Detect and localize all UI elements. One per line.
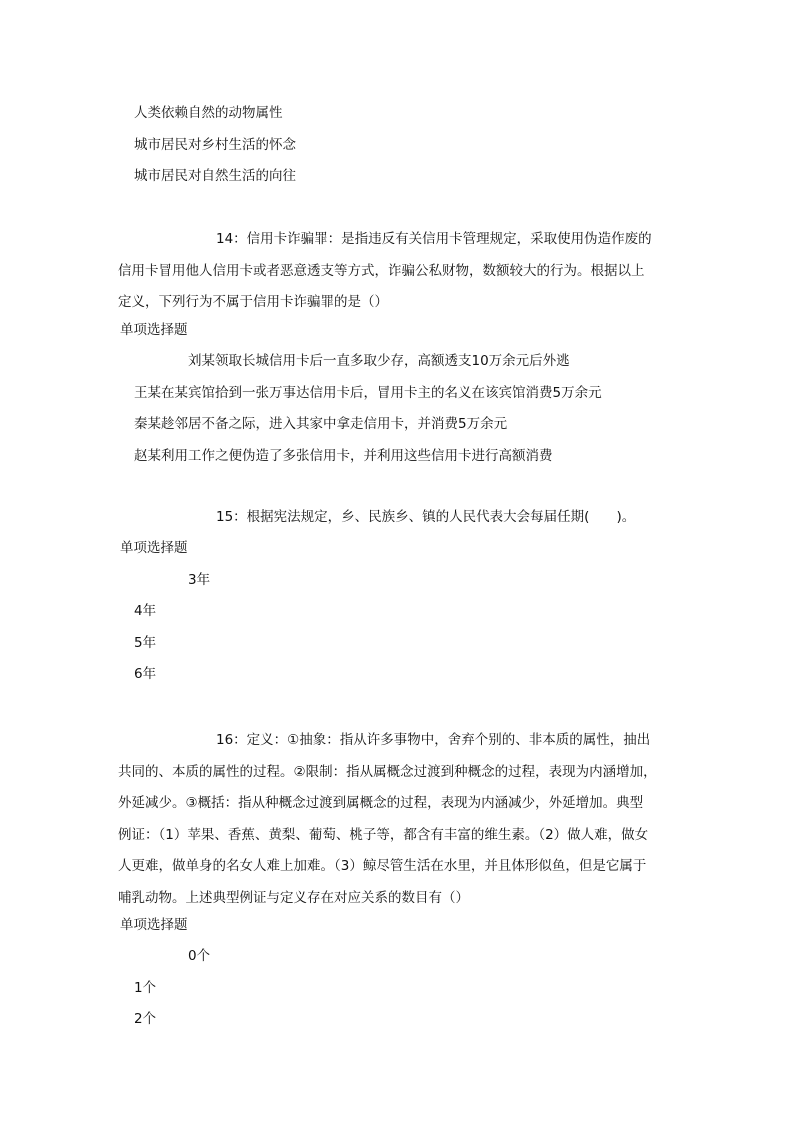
q14-option-a: 刘某领取长城信用卡后一直多取少存，高额透支10万余元后外逃: [188, 353, 570, 369]
q14-option-c: 秦某趁邻居不备之际，进入其家中拿走信用卡，并消费5万余元: [134, 416, 508, 432]
q16-option-a: 0个: [188, 948, 211, 964]
q13-option-3: 城市居民对自然生活的向往: [134, 168, 296, 184]
q16-stem-line-5: 人更难，做单身的名女人难上加难。（3）鲸尽管生活在水里，并且体形似鱼，但是它属于: [118, 858, 647, 874]
q16-option-c: 2个: [134, 1011, 157, 1027]
q16-stem-line-2: 共同的、本质的属性的过程。②限制：指从属概念过渡到种概念的过程，表现为内涵增加，: [118, 763, 657, 780]
q16-stem-line-3: 外延减少。③概括：指从种概念过渡到属概念的过程，表现为内涵减少，外延增加。典型: [118, 795, 644, 811]
q15-option-d: 6年: [134, 666, 157, 682]
q13-option-1: 人类依赖自然的动物属性: [134, 105, 283, 121]
q13-option-2: 城市居民对乡村生活的怀念: [134, 137, 296, 153]
q16-type-label: 单项选择题: [120, 917, 188, 933]
q14-stem-line-3: 定义，下列行为不属于信用卡诈骗罪的是（）: [118, 294, 388, 310]
q14-type-label: 单项选择题: [120, 322, 188, 338]
q14-option-d: 赵某利用工作之便伪造了多张信用卡，并利用这些信用卡进行高额消费: [134, 448, 553, 464]
q16-stem-line-6: 哺乳动物。上述典型例证与定义存在对应关系的数目有（）: [118, 889, 469, 906]
q15-option-c: 5年: [134, 635, 157, 651]
q16-stem: [118, 725, 678, 914]
q16-stem-line-4: 例证：（1）苹果、香蕉、黄梨、葡萄、桃子等，都含有丰富的维生素。（2）做人难，做女: [118, 826, 649, 843]
q14-stem-line-2: 信用卡冒用他人信用卡或者恶意透支等方式，诈骗公私财物，数额较大的行为。根据以上: [118, 262, 645, 279]
q14-stem-line-1: 14：信用卡诈骗罪：是指违反有关信用卡管理规定，采取使用伪造作废的: [216, 231, 652, 247]
q16-stem-line-1: 16：定义：①抽象：指从许多事物中，舍弃个别的、非本质的属性，抽出: [216, 732, 651, 748]
q14-option-b: 王某在某宾馆拾到一张万事达信用卡后，冒用卡主的名义在该宾馆消费5万余元: [134, 385, 602, 401]
q15-stem: 15：根据宪法规定，乡、民族乡、镇的人民代表大会每届任期( )。: [216, 509, 636, 525]
q15-option-b: 4年: [134, 603, 157, 619]
q15-option-a: 3年: [188, 572, 211, 588]
q14-stem: [118, 224, 678, 319]
q15-type-label: 单项选择题: [120, 540, 188, 556]
q16-option-b: 1个: [134, 980, 157, 996]
